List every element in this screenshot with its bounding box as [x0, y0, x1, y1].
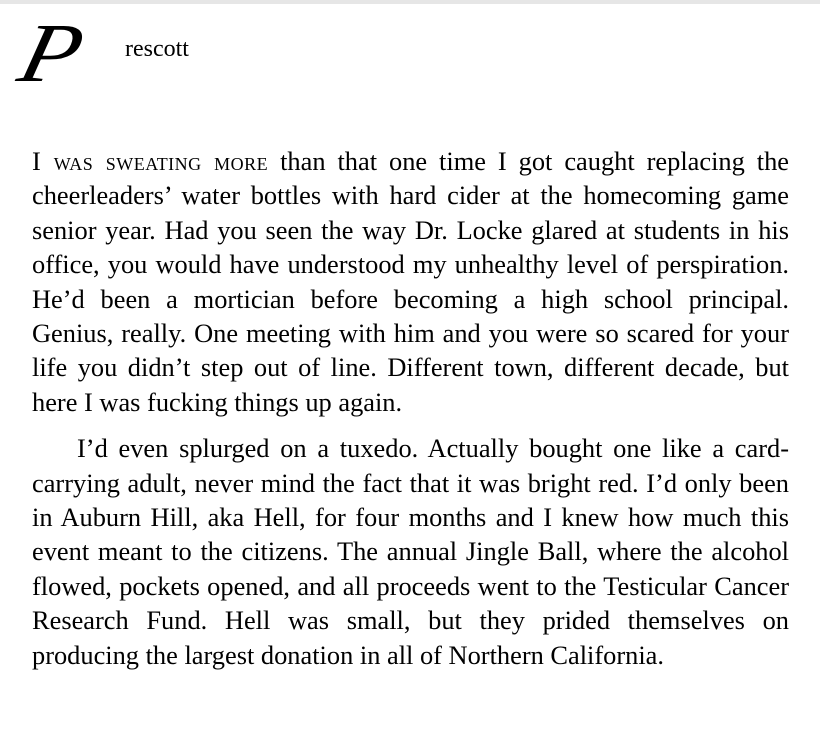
chapter-title-rest: rescott — [125, 36, 189, 62]
paragraph-lead-in: I was sweating more — [32, 146, 269, 176]
paragraph-2 — [32, 431, 789, 672]
paragraph-1-text: than that one time I got caught replacing the cheerleaders’ water bottles with hard cider at the homecoming game senior year. Had you seen the way Dr. Locke glared at students in his office, you would have understood my unhealthy level of perspiration. He’d been a mortician before becoming a high school principal. Genius, really. One meeting with him and you were so scared for your life you didn’t step out of line. Different town, different decade, but here I was fucking things up again. — [32, 146, 789, 417]
paragraph-2-text: I’d even splurged on a tuxedo. Actually bought one like a card-carrying adult, never mind the fact that it was bright red. I’d only been in Auburn Hill, aka Hell, for four months and I knew how much this event meant to the citizens. The annual Jingle Ball, where the alcohol flowed, pockets opened, and all proceeds went to the Testicular Cancer Research Fund. Hell was small, but they prided themselves on producing the largest donation in all of Northern California. — [32, 433, 789, 670]
top-divider — [0, 0, 820, 4]
chapter-body — [32, 144, 789, 672]
chapter-drop-initial: P — [10, 7, 93, 100]
chapter-heading — [10, 7, 430, 100]
paragraph-1 — [32, 144, 789, 419]
